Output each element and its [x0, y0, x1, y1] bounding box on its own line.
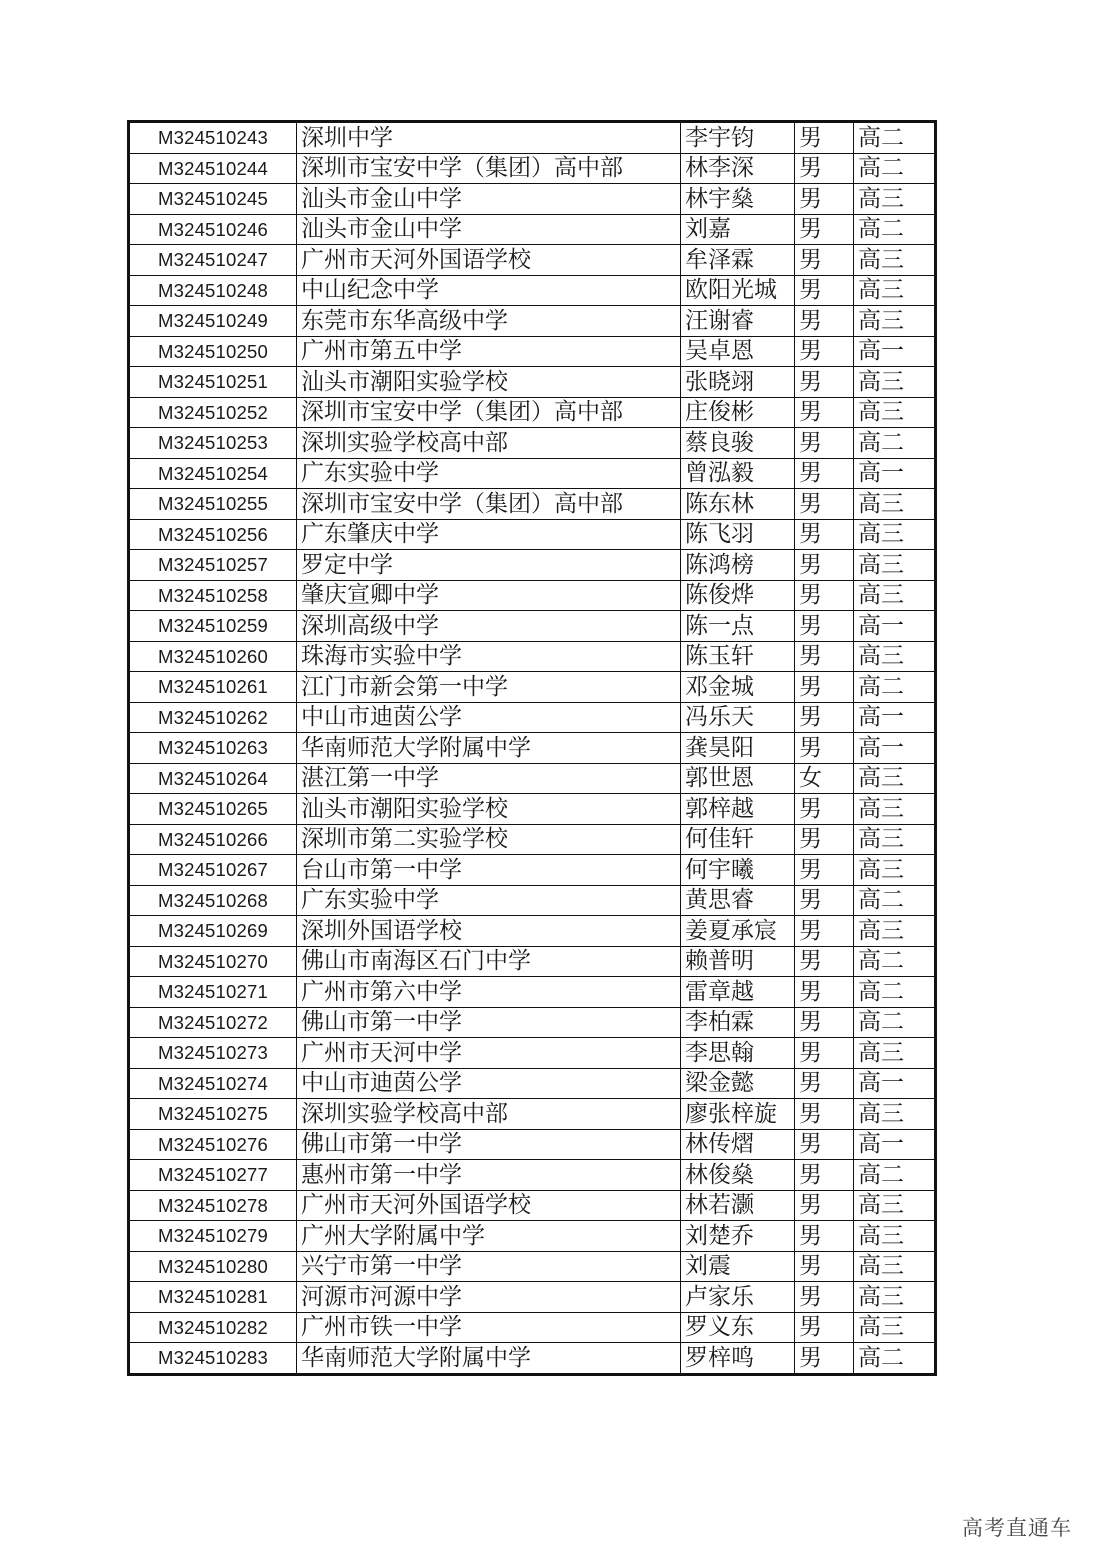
- student-id-cell: M324510272: [129, 1007, 297, 1038]
- school-cell: 广州大学附属中学: [297, 1221, 681, 1252]
- student-name-cell: 曾泓毅: [681, 458, 795, 489]
- table-row: [129, 245, 936, 276]
- gender-cell: 男: [795, 1282, 854, 1313]
- gender-cell: 男: [795, 702, 854, 733]
- table-row: [129, 733, 936, 764]
- student-id-cell: M324510248: [129, 275, 297, 306]
- table-row: [129, 824, 936, 855]
- school-cell: 佛山市第一中学: [297, 1129, 681, 1160]
- table-row: [129, 336, 936, 367]
- student-name-cell: 陈飞羽: [681, 519, 795, 550]
- student-id-cell: M324510280: [129, 1251, 297, 1282]
- school-cell: 东莞市东华高级中学: [297, 306, 681, 337]
- student-id-cell: M324510252: [129, 397, 297, 428]
- student-name-cell: 林宇燊: [681, 184, 795, 215]
- table-row: [129, 641, 936, 672]
- student-name-cell: 卢家乐: [681, 1282, 795, 1313]
- student-name-cell: 廖张梓旋: [681, 1099, 795, 1130]
- grade-cell: 高一: [854, 733, 936, 764]
- student-id-cell: M324510269: [129, 916, 297, 947]
- grade-cell: 高三: [854, 306, 936, 337]
- grade-cell: 高二: [854, 122, 936, 154]
- school-cell: 广东肇庆中学: [297, 519, 681, 550]
- student-name-cell: 郭世恩: [681, 763, 795, 794]
- student-name-cell: 何宇曦: [681, 855, 795, 886]
- table-row: [129, 672, 936, 703]
- grade-cell: 高二: [854, 977, 936, 1008]
- student-id-cell: M324510281: [129, 1282, 297, 1313]
- school-cell: 深圳高级中学: [297, 611, 681, 642]
- grade-cell: 高二: [854, 1343, 936, 1375]
- gender-cell: 男: [795, 1068, 854, 1099]
- student-id-cell: M324510255: [129, 489, 297, 520]
- student-id-cell: M324510243: [129, 122, 297, 154]
- gender-cell: 男: [795, 336, 854, 367]
- grade-cell: 高三: [854, 1312, 936, 1343]
- gender-cell: 男: [795, 550, 854, 581]
- school-cell: 湛江第一中学: [297, 763, 681, 794]
- school-cell: 深圳市宝安中学（集团）高中部: [297, 489, 681, 520]
- table-row: [129, 702, 936, 733]
- student-id-cell: M324510244: [129, 153, 297, 184]
- school-cell: 江门市新会第一中学: [297, 672, 681, 703]
- grade-cell: 高一: [854, 1129, 936, 1160]
- school-cell: 华南师范大学附属中学: [297, 1343, 681, 1375]
- student-name-cell: 郭梓越: [681, 794, 795, 825]
- table-row: [129, 428, 936, 459]
- student-id-cell: M324510253: [129, 428, 297, 459]
- table-row: [129, 489, 936, 520]
- student-name-cell: 梁金懿: [681, 1068, 795, 1099]
- table-row: [129, 275, 936, 306]
- gender-cell: 男: [795, 611, 854, 642]
- student-name-cell: 蔡良骏: [681, 428, 795, 459]
- grade-cell: 高一: [854, 1068, 936, 1099]
- grade-cell: 高三: [854, 275, 936, 306]
- school-cell: 肇庆宣卿中学: [297, 580, 681, 611]
- student-id-cell: M324510267: [129, 855, 297, 886]
- student-list-table: [127, 120, 937, 1376]
- gender-cell: 男: [795, 1099, 854, 1130]
- table-row: [129, 1251, 936, 1282]
- school-cell: 广东实验中学: [297, 885, 681, 916]
- school-cell: 深圳外国语学校: [297, 916, 681, 947]
- grade-cell: 高三: [854, 916, 936, 947]
- school-cell: 台山市第一中学: [297, 855, 681, 886]
- school-cell: 中山市迪茵公学: [297, 702, 681, 733]
- grade-cell: 高三: [854, 519, 936, 550]
- school-cell: 广州市天河外国语学校: [297, 1190, 681, 1221]
- student-id-cell: M324510249: [129, 306, 297, 337]
- grade-cell: 高三: [854, 245, 936, 276]
- student-name-cell: 邓金城: [681, 672, 795, 703]
- student-name-cell: 林俊燊: [681, 1160, 795, 1191]
- student-name-cell: 刘嘉: [681, 214, 795, 245]
- table-row: [129, 1343, 936, 1375]
- student-id-cell: M324510250: [129, 336, 297, 367]
- student-id-cell: M324510268: [129, 885, 297, 916]
- grade-cell: 高三: [854, 1251, 936, 1282]
- school-cell: 深圳市第二实验学校: [297, 824, 681, 855]
- gender-cell: 男: [795, 1312, 854, 1343]
- student-id-cell: M324510277: [129, 1160, 297, 1191]
- table-row: [129, 1160, 936, 1191]
- table-row: [129, 977, 936, 1008]
- gender-cell: 男: [795, 1251, 854, 1282]
- grade-cell: 高三: [854, 397, 936, 428]
- student-name-cell: 李思翰: [681, 1038, 795, 1069]
- grade-cell: 高二: [854, 153, 936, 184]
- gender-cell: 男: [795, 428, 854, 459]
- table-row: [129, 153, 936, 184]
- gender-cell: 男: [795, 1007, 854, 1038]
- school-cell: 深圳中学: [297, 122, 681, 154]
- student-name-cell: 林若灏: [681, 1190, 795, 1221]
- grade-cell: 高二: [854, 214, 936, 245]
- table-row: [129, 1282, 936, 1313]
- grade-cell: 高一: [854, 458, 936, 489]
- grade-cell: 高三: [854, 1282, 936, 1313]
- table-row: [129, 1129, 936, 1160]
- grade-cell: 高三: [854, 824, 936, 855]
- grade-cell: 高三: [854, 550, 936, 581]
- school-cell: 珠海市实验中学: [297, 641, 681, 672]
- school-cell: 汕头市金山中学: [297, 184, 681, 215]
- table-body: [129, 122, 936, 1375]
- student-id-cell: M324510264: [129, 763, 297, 794]
- school-cell: 佛山市第一中学: [297, 1007, 681, 1038]
- grade-cell: 高三: [854, 1038, 936, 1069]
- student-name-cell: 何佳轩: [681, 824, 795, 855]
- student-name-cell: 刘楚乔: [681, 1221, 795, 1252]
- grade-cell: 高三: [854, 184, 936, 215]
- student-name-cell: 汪谢睿: [681, 306, 795, 337]
- gender-cell: 男: [795, 1221, 854, 1252]
- student-name-cell: 陈东林: [681, 489, 795, 520]
- gender-cell: 男: [795, 885, 854, 916]
- grade-cell: 高二: [854, 946, 936, 977]
- grade-cell: 高三: [854, 1190, 936, 1221]
- student-name-cell: 李柏霖: [681, 1007, 795, 1038]
- student-name-cell: 罗梓鸣: [681, 1343, 795, 1375]
- gender-cell: 男: [795, 153, 854, 184]
- grade-cell: 高二: [854, 1007, 936, 1038]
- student-name-cell: 吴卓恩: [681, 336, 795, 367]
- student-id-cell: M324510265: [129, 794, 297, 825]
- table-row: [129, 550, 936, 581]
- student-name-cell: 刘震: [681, 1251, 795, 1282]
- school-cell: 深圳实验学校高中部: [297, 1099, 681, 1130]
- student-name-cell: 龚昊阳: [681, 733, 795, 764]
- grade-cell: 高三: [854, 580, 936, 611]
- table-row: [129, 1190, 936, 1221]
- student-id-cell: M324510260: [129, 641, 297, 672]
- student-id-cell: M324510278: [129, 1190, 297, 1221]
- table-row: [129, 367, 936, 398]
- school-cell: 广州市天河中学: [297, 1038, 681, 1069]
- gender-cell: 男: [795, 855, 854, 886]
- gender-cell: 男: [795, 245, 854, 276]
- table-row: [129, 397, 936, 428]
- student-id-cell: M324510257: [129, 550, 297, 581]
- student-name-cell: 黄思睿: [681, 885, 795, 916]
- student-id-cell: M324510247: [129, 245, 297, 276]
- student-id-cell: M324510262: [129, 702, 297, 733]
- grade-cell: 高二: [854, 428, 936, 459]
- student-id-cell: M324510263: [129, 733, 297, 764]
- student-id-cell: M324510276: [129, 1129, 297, 1160]
- student-name-cell: 庄俊彬: [681, 397, 795, 428]
- student-id-cell: M324510273: [129, 1038, 297, 1069]
- school-cell: 佛山市南海区石门中学: [297, 946, 681, 977]
- student-id-cell: M324510261: [129, 672, 297, 703]
- table-row: [129, 519, 936, 550]
- student-name-cell: 陈玉轩: [681, 641, 795, 672]
- table-row: [129, 1038, 936, 1069]
- grade-cell: 高三: [854, 367, 936, 398]
- grade-cell: 高三: [854, 641, 936, 672]
- school-cell: 广州市第六中学: [297, 977, 681, 1008]
- school-cell: 华南师范大学附属中学: [297, 733, 681, 764]
- school-cell: 汕头市潮阳实验学校: [297, 367, 681, 398]
- grade-cell: 高一: [854, 611, 936, 642]
- student-name-cell: 雷章越: [681, 977, 795, 1008]
- student-name-cell: 李宇钧: [681, 122, 795, 154]
- grade-cell: 高三: [854, 855, 936, 886]
- school-cell: 汕头市金山中学: [297, 214, 681, 245]
- table-row: [129, 1099, 936, 1130]
- table-row: [129, 1312, 936, 1343]
- school-cell: 中山纪念中学: [297, 275, 681, 306]
- student-name-cell: 冯乐天: [681, 702, 795, 733]
- gender-cell: 男: [795, 214, 854, 245]
- grade-cell: 高三: [854, 1099, 936, 1130]
- school-cell: 深圳市宝安中学（集团）高中部: [297, 153, 681, 184]
- school-cell: 深圳市宝安中学（集团）高中部: [297, 397, 681, 428]
- student-id-cell: M324510274: [129, 1068, 297, 1099]
- grade-cell: 高一: [854, 336, 936, 367]
- table-row: [129, 580, 936, 611]
- student-id-cell: M324510259: [129, 611, 297, 642]
- gender-cell: 男: [795, 184, 854, 215]
- watermark-text: 高考直通车: [962, 1516, 1072, 1540]
- student-id-cell: M324510254: [129, 458, 297, 489]
- student-id-cell: M324510245: [129, 184, 297, 215]
- student-id-cell: M324510283: [129, 1343, 297, 1375]
- gender-cell: 男: [795, 824, 854, 855]
- student-id-cell: M324510258: [129, 580, 297, 611]
- table-row: [129, 1007, 936, 1038]
- gender-cell: 男: [795, 641, 854, 672]
- gender-cell: 男: [795, 519, 854, 550]
- school-cell: 汕头市潮阳实验学校: [297, 794, 681, 825]
- table-row: [129, 214, 936, 245]
- student-name-cell: 林李深: [681, 153, 795, 184]
- gender-cell: 男: [795, 122, 854, 154]
- grade-cell: 高二: [854, 1160, 936, 1191]
- gender-cell: 男: [795, 1038, 854, 1069]
- gender-cell: 男: [795, 306, 854, 337]
- school-cell: 兴宁市第一中学: [297, 1251, 681, 1282]
- student-name-cell: 欧阳光城: [681, 275, 795, 306]
- student-name-cell: 赖普明: [681, 946, 795, 977]
- table-row: [129, 458, 936, 489]
- table-row: [129, 1221, 936, 1252]
- student-id-cell: M324510246: [129, 214, 297, 245]
- school-cell: 广州市铁一中学: [297, 1312, 681, 1343]
- table-row: [129, 916, 936, 947]
- grade-cell: 高三: [854, 794, 936, 825]
- school-cell: 河源市河源中学: [297, 1282, 681, 1313]
- school-cell: 罗定中学: [297, 550, 681, 581]
- school-cell: 中山市迪茵公学: [297, 1068, 681, 1099]
- student-id-cell: M324510266: [129, 824, 297, 855]
- table-row: [129, 184, 936, 215]
- student-id-cell: M324510251: [129, 367, 297, 398]
- grade-cell: 高一: [854, 702, 936, 733]
- student-name-cell: 林传熠: [681, 1129, 795, 1160]
- gender-cell: 男: [795, 794, 854, 825]
- gender-cell: 男: [795, 1343, 854, 1375]
- gender-cell: 女: [795, 763, 854, 794]
- gender-cell: 男: [795, 275, 854, 306]
- student-name-cell: 张晓翊: [681, 367, 795, 398]
- grade-cell: 高三: [854, 763, 936, 794]
- student-name-cell: 罗义东: [681, 1312, 795, 1343]
- gender-cell: 男: [795, 1160, 854, 1191]
- school-cell: 广州市第五中学: [297, 336, 681, 367]
- school-cell: 广州市天河外国语学校: [297, 245, 681, 276]
- table-row: [129, 855, 936, 886]
- gender-cell: 男: [795, 977, 854, 1008]
- table-row: [129, 611, 936, 642]
- gender-cell: 男: [795, 733, 854, 764]
- gender-cell: 男: [795, 367, 854, 398]
- table-row: [129, 794, 936, 825]
- gender-cell: 男: [795, 946, 854, 977]
- student-name-cell: 牟泽霖: [681, 245, 795, 276]
- student-name-cell: 陈鸿榜: [681, 550, 795, 581]
- table-row: [129, 122, 936, 154]
- gender-cell: 男: [795, 397, 854, 428]
- student-id-cell: M324510275: [129, 1099, 297, 1130]
- student-id-cell: M324510270: [129, 946, 297, 977]
- table-row: [129, 946, 936, 977]
- grade-cell: 高三: [854, 1221, 936, 1252]
- table-row: [129, 763, 936, 794]
- school-cell: 深圳实验学校高中部: [297, 428, 681, 459]
- table-row: [129, 306, 936, 337]
- student-name-cell: 姜夏承宸: [681, 916, 795, 947]
- school-cell: 广东实验中学: [297, 458, 681, 489]
- gender-cell: 男: [795, 1129, 854, 1160]
- gender-cell: 男: [795, 580, 854, 611]
- student-id-cell: M324510271: [129, 977, 297, 1008]
- gender-cell: 男: [795, 458, 854, 489]
- gender-cell: 男: [795, 1190, 854, 1221]
- table-row: [129, 885, 936, 916]
- student-id-cell: M324510282: [129, 1312, 297, 1343]
- grade-cell: 高二: [854, 672, 936, 703]
- student-id-cell: M324510256: [129, 519, 297, 550]
- student-name-cell: 陈一点: [681, 611, 795, 642]
- student-name-cell: 陈俊烨: [681, 580, 795, 611]
- school-cell: 惠州市第一中学: [297, 1160, 681, 1191]
- student-id-cell: M324510279: [129, 1221, 297, 1252]
- gender-cell: 男: [795, 916, 854, 947]
- grade-cell: 高二: [854, 885, 936, 916]
- gender-cell: 男: [795, 489, 854, 520]
- gender-cell: 男: [795, 672, 854, 703]
- grade-cell: 高三: [854, 489, 936, 520]
- table-row: [129, 1068, 936, 1099]
